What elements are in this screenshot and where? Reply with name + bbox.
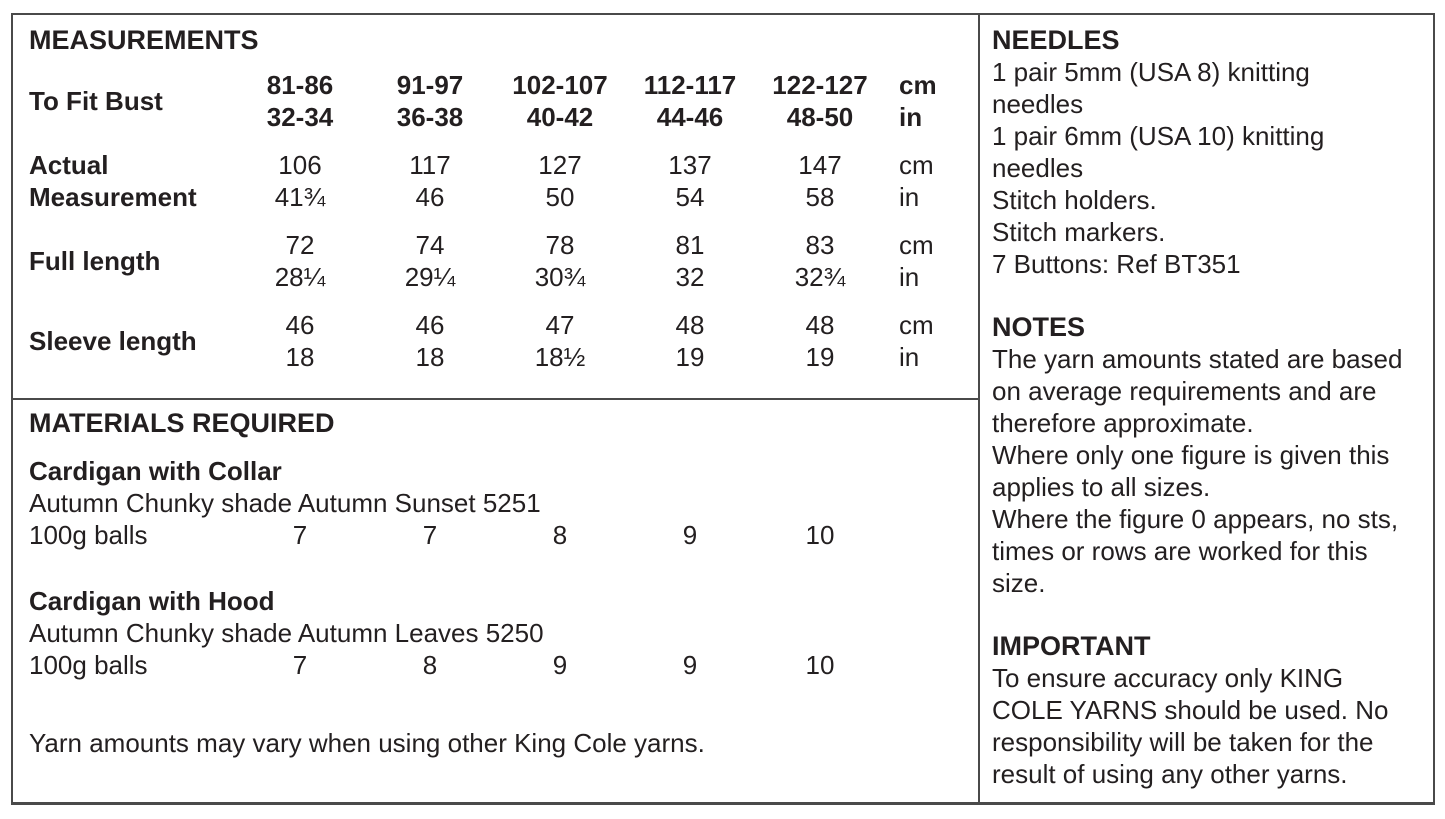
- size-in-value: 18: [285, 342, 315, 372]
- balls-count: 8: [422, 650, 438, 680]
- unit-cm: cm: [899, 150, 934, 180]
- size-cell: [625, 229, 755, 293]
- size-in-value: 32-34: [266, 102, 334, 132]
- balls-count: 10: [805, 520, 835, 550]
- measurement-row-actual-measurement: [29, 149, 978, 213]
- unit-in: in: [899, 262, 920, 292]
- size-cell: [365, 229, 495, 293]
- size-cm-value: 147: [798, 150, 842, 180]
- size-cell: [625, 149, 755, 213]
- important-line: result of using any other yarns.: [992, 759, 1348, 789]
- product-name: Cardigan with Collar: [29, 456, 282, 486]
- notes-section: [992, 311, 1427, 599]
- row-label-line: Actual: [29, 150, 109, 180]
- size-cell: [495, 149, 625, 213]
- size-cell: [365, 309, 495, 373]
- size-in-value: 58: [805, 182, 835, 212]
- size-in-value: 46: [415, 182, 445, 212]
- size-cm-value: 72: [285, 230, 315, 260]
- size-cell: [235, 149, 365, 213]
- measurements-section: [13, 15, 978, 400]
- size-cm-value: 46: [415, 310, 445, 340]
- balls-count: 7: [292, 650, 308, 680]
- materials-heading: MATERIALS REQUIRED: [29, 408, 335, 438]
- needles-heading: NEEDLES: [992, 25, 1120, 55]
- yarn-variation-note: Yarn amounts may vary when using other King Cole yarns.: [29, 728, 705, 758]
- size-cell: [235, 229, 365, 293]
- size-in-value: 28¼: [274, 262, 326, 292]
- notes-line: on average requirements and are: [992, 376, 1377, 406]
- notes-line: times or rows are worked for this: [992, 536, 1368, 566]
- units-cell: [885, 309, 969, 373]
- unit-cm: cm: [899, 230, 934, 260]
- balls-row: [29, 519, 978, 551]
- size-in-value: 41¾: [274, 182, 326, 212]
- product-yarn: Autumn Chunky shade Autumn Sunset 5251: [29, 488, 541, 518]
- unit-in: in: [899, 102, 923, 132]
- size-in-value: 32¾: [794, 262, 846, 292]
- notes-line: Where the figure 0 appears, no sts,: [992, 504, 1399, 534]
- balls-count: 7: [292, 520, 308, 550]
- notes-line: applies to all sizes.: [992, 472, 1211, 502]
- size-cm-value: 46: [285, 310, 315, 340]
- balls-count: 9: [682, 650, 698, 680]
- size-cell: [755, 149, 885, 213]
- size-cm-value: 122-127: [772, 70, 868, 100]
- product-yarn: Autumn Chunky shade Autumn Leaves 5250: [29, 618, 544, 648]
- needles-line: Stitch markers.: [992, 217, 1166, 247]
- size-in-value: 40-42: [526, 102, 594, 132]
- unit-in: in: [899, 342, 920, 372]
- size-cm-value: 78: [545, 230, 575, 260]
- notes-line: The yarn amounts stated are based: [992, 344, 1403, 374]
- product-cardigan-with-hood: [29, 585, 978, 681]
- size-cm-value: 112-117: [643, 70, 737, 100]
- needles-line: needles: [992, 89, 1084, 119]
- important-heading: IMPORTANT: [992, 631, 1151, 661]
- balls-label: 100g balls: [29, 520, 148, 550]
- size-cm-value: 117: [409, 150, 451, 180]
- row-label-line: To Fit Bust: [29, 86, 163, 116]
- size-cell: [755, 229, 885, 293]
- row-label: [29, 309, 235, 373]
- row-label: [29, 229, 235, 293]
- size-cell: [495, 309, 625, 373]
- important-section: [992, 630, 1427, 790]
- balls-label: 100g balls: [29, 650, 148, 680]
- measurement-row-sleeve-length: [29, 309, 978, 373]
- needles-line: 7 Buttons: Ref BT351: [992, 249, 1241, 279]
- size-cm-value: 102-107: [512, 70, 608, 100]
- row-label: [29, 149, 235, 213]
- row-label-line: Full length: [29, 246, 161, 276]
- notes-line: therefore approximate.: [992, 408, 1254, 438]
- measurement-row-to-fit-bust: [29, 69, 978, 133]
- balls-count: 9: [682, 520, 698, 550]
- size-cm-value: 48: [805, 310, 835, 340]
- size-cell: [755, 69, 885, 133]
- size-in-value: 19: [805, 342, 835, 372]
- product-cardigan-with-collar: [29, 455, 978, 551]
- row-label: [29, 69, 235, 133]
- size-in-value: 18½: [534, 342, 586, 372]
- size-cell: [625, 309, 755, 373]
- size-in-value: 19: [675, 342, 705, 372]
- balls-count: 9: [552, 650, 568, 680]
- row-label-line: Sleeve length: [29, 326, 197, 356]
- product-name: Cardigan with Hood: [29, 586, 275, 616]
- size-in-value: 48-50: [786, 102, 854, 132]
- unit-cm: cm: [899, 70, 937, 100]
- size-in-value: 29¼: [404, 262, 456, 292]
- size-in-value: 30¾: [534, 262, 586, 292]
- notes-line: Where only one figure is given this: [992, 440, 1390, 470]
- size-in-value: 36-38: [396, 102, 464, 132]
- size-cell: [365, 149, 495, 213]
- size-cell: [495, 229, 625, 293]
- units-cell: [885, 69, 969, 133]
- size-cm-value: 74: [415, 230, 445, 260]
- notes-heading: NOTES: [992, 312, 1086, 342]
- unit-cm: cm: [899, 310, 934, 340]
- right-column: [980, 15, 1433, 802]
- size-cell: [495, 69, 625, 133]
- size-cell: [235, 69, 365, 133]
- size-cm-value: 81-86: [266, 70, 334, 100]
- size-cm-value: 127: [538, 150, 582, 180]
- size-cm-value: 47: [545, 310, 575, 340]
- size-cell: [755, 309, 885, 373]
- size-cell: [235, 309, 365, 373]
- needles-line: 1 pair 6mm (USA 10) knitting: [992, 121, 1325, 151]
- balls-count: 8: [552, 520, 568, 550]
- size-cm-value: 137: [668, 150, 712, 180]
- row-label-line: Measurement: [29, 182, 197, 212]
- pattern-info-panel: [11, 13, 1435, 805]
- size-cm-value: 83: [805, 230, 835, 260]
- size-in-value: 18: [415, 342, 445, 372]
- size-in-value: 44-46: [656, 102, 724, 132]
- units-cell: [885, 149, 969, 213]
- balls-row: [29, 649, 978, 681]
- size-cm-value: 91-97: [396, 70, 464, 100]
- needles-section: [992, 24, 1427, 280]
- size-in-value: 32: [675, 262, 705, 292]
- size-cell: [365, 69, 495, 133]
- important-line: COLE YARNS should be used. No: [992, 695, 1389, 725]
- size-in-value: 50: [545, 182, 575, 212]
- needles-line: 1 pair 5mm (USA 8) knitting: [992, 57, 1310, 87]
- unit-in: in: [899, 182, 920, 212]
- size-cm-value: 48: [675, 310, 705, 340]
- important-line: To ensure accuracy only KING: [992, 663, 1344, 693]
- balls-count: 7: [422, 520, 438, 550]
- size-cm-value: 106: [278, 150, 322, 180]
- left-column: [13, 15, 980, 802]
- size-in-value: 54: [675, 182, 705, 212]
- notes-line: size.: [992, 568, 1046, 598]
- measurements-table: [29, 69, 978, 373]
- needles-line: needles: [992, 153, 1084, 183]
- measurement-row-full-length: [29, 229, 978, 293]
- units-cell: [885, 229, 969, 293]
- important-line: responsibility will be taken for the: [992, 727, 1374, 757]
- measurements-heading: MEASUREMENTS: [29, 25, 259, 55]
- size-cm-value: 81: [675, 230, 705, 260]
- size-cell: [625, 69, 755, 133]
- balls-count: 10: [805, 650, 835, 680]
- materials-section: [13, 400, 978, 802]
- needles-line: Stitch holders.: [992, 185, 1157, 215]
